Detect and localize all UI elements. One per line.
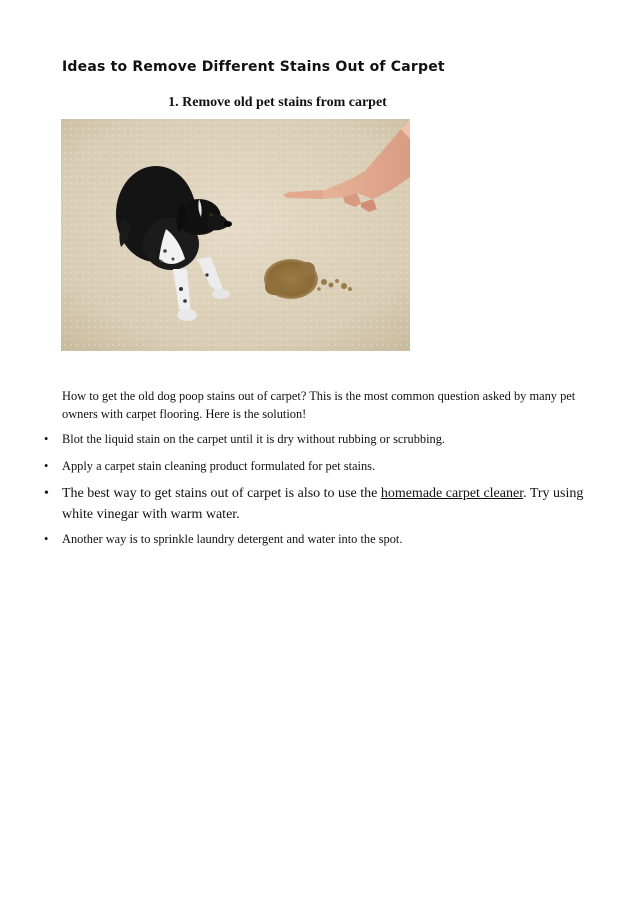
- photo-illustration: [61, 119, 410, 351]
- document-title: Ideas to Remove Different Stains Out of Carpet: [62, 59, 445, 75]
- bullet-marker: •: [44, 532, 49, 546]
- bullet-marker: •: [44, 486, 49, 501]
- list-item-text: [62, 483, 592, 525]
- homemade-carpet-cleaner-link[interactable]: homemade carpet cleaner: [380, 486, 524, 501]
- bullet-marker: •: [44, 459, 49, 473]
- list-item-text: Apply a carpet stain cleaning product formulated for pet stains.: [62, 459, 376, 473]
- list-item-text-after: . Try using white vinegar with warm water.: [62, 486, 584, 522]
- section-heading: [0, 95, 555, 111]
- intro-paragraph: How to get the old dog poop stains out of carpet? This is the most common question asked by many pet owners with carpet flooring. Here is the solution!: [62, 389, 576, 421]
- list-item-text: Blot the liquid stain on the carpet until it is dry without rubbing or scrubbing.: [62, 432, 446, 446]
- list-item-text-before: The best way to get stains out of carpet is also to use the: [62, 486, 381, 501]
- section-heading-text: 1. Remove old pet stains from carpet: [168, 95, 387, 110]
- dog-carpet-photo: [61, 119, 410, 351]
- list-item-text: Another way is to sprinkle laundry detergent and water into the spot.: [62, 532, 403, 546]
- bullet-marker: •: [44, 432, 49, 446]
